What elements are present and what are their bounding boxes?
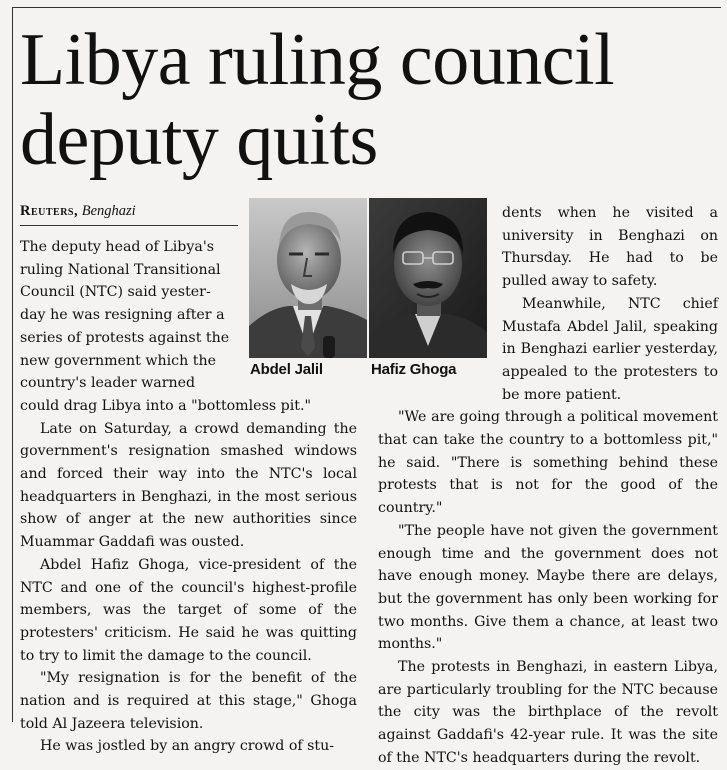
byline-agency: Reuters, bbox=[20, 203, 79, 219]
body-paragraph: "We are going through a political movement that can take the country to a bottomless pit," he said. "There is something behind these protests that is not for the good of the country." bbox=[378, 409, 718, 517]
text-line: The deputy head of Libya's bbox=[20, 239, 215, 255]
headline: Libya ruling council deputy quits bbox=[20, 19, 615, 181]
article-column-left bbox=[20, 236, 357, 758]
body-paragraph: "My resignation is for the benefit of the nation and is required at this stage," Ghoga told Al Jazeera television. bbox=[20, 670, 357, 732]
body-paragraph: "The people have not given the government enough time and the government does not have enough money. Maybe there are delays, but the government has only been working for two months. Give them a chance, at least two months." bbox=[378, 522, 718, 653]
caption-hafiz-ghoga: Hafiz Ghoga bbox=[371, 361, 457, 378]
byline bbox=[20, 203, 136, 220]
body-paragraph: The protests in Benghazi, in eastern Libya, are particularly troubling for the NTC because the city was the birthplace of the revolt against Gaddafi's 42-year rule. It was the site of the NTC's headquarters during the revolt. bbox=[378, 659, 718, 766]
byline-divider bbox=[20, 225, 238, 226]
text-line: country's leader warned bbox=[20, 375, 196, 392]
body-paragraph: He was jostled by an angry crowd of stu- bbox=[40, 738, 335, 755]
body-paragraph: Abdel Hafiz Ghoga, vice-president of the NTC and one of the council's highest-profile members, was the target of some of the protesters' criticism. He said he was quitting to try to limit the damage to the council. bbox=[20, 556, 357, 664]
left-narrow-block bbox=[20, 236, 244, 395]
body-paragraph: Meanwhile, NTC chief Mustafa Abdel Jalil, speaking in Benghazi earlier yesterday, appealed to the protesters to be more patient. bbox=[502, 295, 718, 403]
article-column-right bbox=[378, 202, 718, 770]
text-line: new government which the bbox=[20, 352, 216, 369]
byline-place: Benghazi bbox=[81, 203, 136, 219]
body-paragraph: Late on Saturday, a crowd demanding the government's resignation smashed windows and forced their way into the NTC's local headquarters in Benghazi, in the most serious show of anger at the new authorities since Muammar Gaddafi was ousted. bbox=[20, 420, 357, 551]
caption-abdel-jalil: Abdel Jalil bbox=[250, 361, 323, 378]
text-line: Council (NTC) said yester- bbox=[20, 284, 211, 301]
body-paragraph-continuation: dents when he visited a university in Benghazi on Thursday. He had to be pulled away to safety. bbox=[502, 205, 718, 290]
right-narrow-block bbox=[502, 202, 718, 406]
body-paragraph-continuation: could drag Libya into a "bottomless pit." bbox=[20, 397, 311, 414]
text-line: ruling National Transitional bbox=[20, 261, 221, 278]
text-line: series of protests against the bbox=[20, 329, 230, 346]
text-line: day he was resigning after a bbox=[20, 307, 225, 324]
